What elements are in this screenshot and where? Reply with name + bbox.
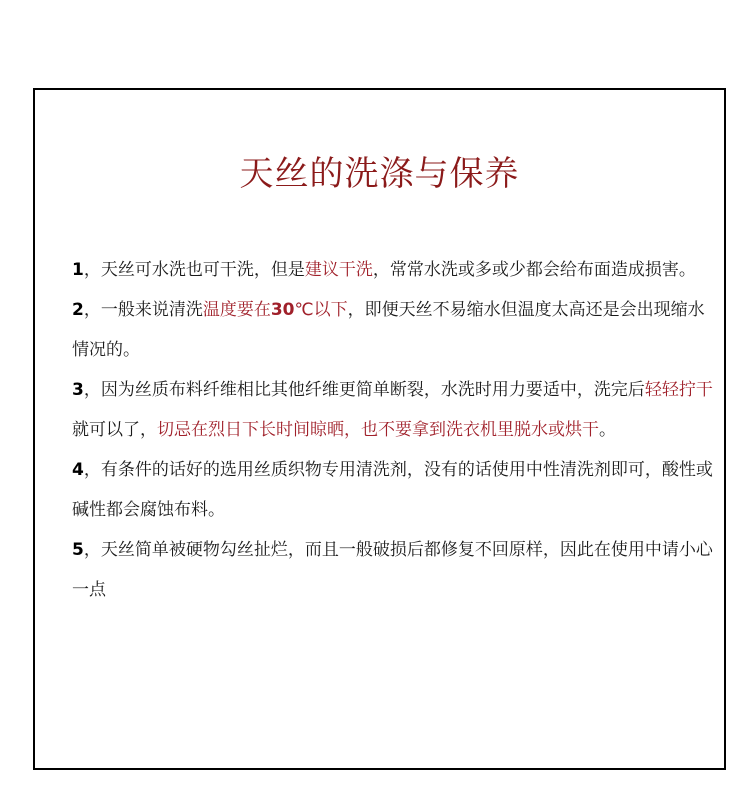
item-number: 3 [72,380,84,400]
temperature-value: 30 [270,300,295,320]
paragraph-5 [72,530,714,610]
highlight-text: 切忌在烈日下长时间晾晒，也不要拿到洗衣机里脱水或烘干 [157,420,599,440]
care-instructions [72,250,714,610]
highlight-text: 建议干洗 [304,260,373,280]
highlight-text: 温度要在 [202,300,271,320]
paragraph-2 [72,290,714,370]
paragraph-3 [72,370,714,450]
text-segment: ，一般来说清洗 [83,300,203,320]
item-number: 2 [72,300,84,320]
text-segment: 。 [599,420,616,440]
text-segment: 就可以了， [72,420,157,440]
text-segment: ，天丝可水洗也可干洗，但是 [83,260,305,280]
highlight-text: 轻轻拧干 [644,380,713,400]
item-number: 5 [72,540,84,560]
paragraph-1 [72,250,714,290]
text-segment: ，天丝简单被硬物勾丝扯烂，而且一般破损后都修复不回原样，因此在使用中请小心一点 [72,540,713,600]
text-segment: ，有条件的话好的选用丝质织物专用清洗剂，没有的话使用中性清洗剂即可，酸性或碱性都会腐蚀布料。 [72,460,713,520]
text-segment: ，即便天丝不易缩水但温度太高还是会出现缩水情况的。 [72,300,705,360]
page-title: 天丝的洗涤与保养 [239,154,520,194]
item-number: 1 [72,260,84,280]
item-number: 4 [72,460,84,480]
text-segment: ，常常水洗或多或少都会给布面造成损害。 [372,260,696,280]
paragraph-4 [72,450,714,530]
content-frame [33,88,726,770]
highlight-text: ℃以下 [294,300,348,320]
text-segment: ，因为丝质布料纤维相比其他纤维更简单断裂，水洗时用力要适中，洗完后 [83,380,645,400]
